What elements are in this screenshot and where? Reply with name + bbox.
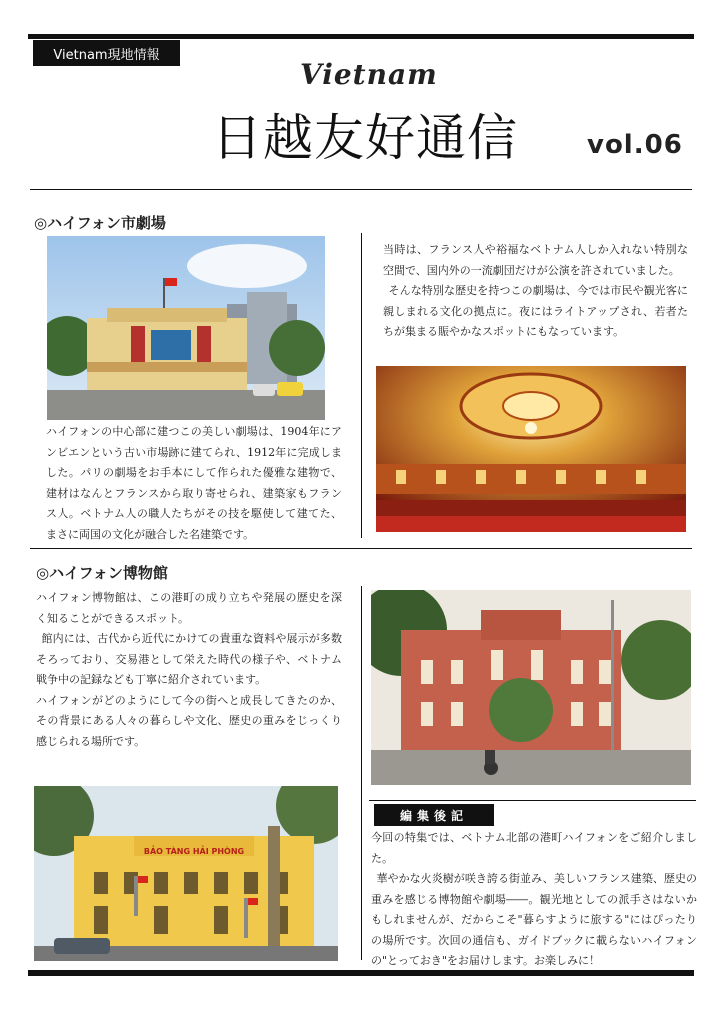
- script-title: Vietnam: [300, 58, 438, 91]
- museum-red-image: [371, 590, 691, 785]
- volume-label: vol.06: [587, 130, 683, 160]
- page-title: 日越友好通信: [212, 109, 518, 167]
- theater-interior-image: [376, 366, 686, 532]
- theater-today-paragraph: そんな特別な歴史を持つこの劇場は、今では市民や観光客に親しまれる文化の拠点に。夜にはライトアップされ、若者たちが集まる賑やかなスポットにもなっています。: [383, 284, 688, 338]
- section-divider: [30, 548, 692, 549]
- museum-red-photo: [371, 590, 691, 785]
- theater-exterior-image: [47, 236, 325, 420]
- museum-yellow-image: [34, 786, 338, 961]
- theater-interior-photo: [376, 366, 686, 532]
- theater-history-paragraph: 当時は、フランス人や裕福なベトナム人しか入れない特別な空間で、国内外の一流劇団だけが公演を許されていました。: [383, 243, 688, 277]
- museum-sign: BẢO TÀNG HẢI PHÒNG: [143, 847, 245, 856]
- editor-note-body: 華やかな火炎樹が咲き誇る街並み、美しいフランス建築、歴史の重みを感じる博物館や劇場――。観光地としての派手さはないかもしれませんが、だからこそ"暮らすように旅する"にはぴったりの場所です。次回の通信も、ガイドブックに載らないハイフォンの"とっておき"をお届けします。お楽しみに！: [371, 872, 697, 967]
- theater-description: ハイフォンの中心部に建つこの美しい劇場は、1904年にアンビエンという古い市場跡に建てられ、1912年に完成しました。パリの劇場をお手本にして作られた優雅な建物で、建材はなんとフランスから取り寄せられ、建築家もフランス人。ベトナム人の職人たちがその技を駆使して建てた、まさに両国の文化が融合した名建築です。: [46, 425, 342, 541]
- column-divider-2: [361, 586, 362, 960]
- museum-text: [36, 588, 342, 752]
- bottom-rule: [28, 970, 694, 976]
- theater-exterior-photo: [47, 236, 325, 420]
- editor-note-intro: 今回の特集では、ベトナム北部の港町ハイフォンをご紹介しました。: [371, 831, 697, 865]
- editor-note-label: 編集後記: [374, 804, 494, 826]
- museum-yellow-photo: [34, 786, 338, 961]
- column-divider-1: [361, 233, 362, 538]
- editor-note-text: [371, 828, 697, 972]
- theater-right-text: [383, 240, 688, 343]
- editor-note-rule: [369, 800, 696, 801]
- museum-history-paragraph: ハイフォンがどのようにして今の街へと成長してきたのか、その背景にある人々の暮らしや文化、歴史の重みをじっくり感じられる場所です。: [36, 693, 342, 748]
- museum-intro-paragraph: ハイフォン博物館は、この港町の成り立ちや発展の歴史を深く知ることができるスポット。: [36, 591, 342, 625]
- header-divider: [30, 189, 692, 190]
- category-tag: Vietnam現地情報: [33, 40, 180, 66]
- museum-exhibits-paragraph: 館内には、古代から近代にかけての貴重な資料や展示が多数そろっており、交易港として栄えた時代の様子や、ベトナム戦争中の記録なども丁寧に紹介されています。: [36, 632, 342, 686]
- top-rule: [28, 34, 694, 39]
- section-heading-theater: ◎ハイフォン市劇場: [34, 214, 166, 232]
- section-heading-museum: ◎ハイフォン博物館: [36, 564, 168, 582]
